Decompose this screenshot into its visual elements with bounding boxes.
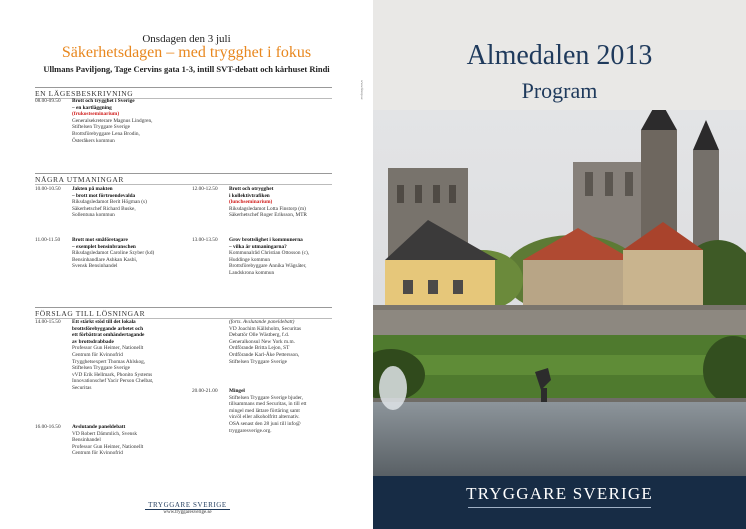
speaker: Säkerhetschef Richard Buske, <box>72 205 136 212</box>
speaker: Stiftelsen Tryggare Sverige <box>72 124 130 131</box>
session-title: Mingel <box>229 388 245 394</box>
session-title: Grov brottslighet i kommunerna <box>229 237 303 243</box>
cover-title: Almedalen 2013 <box>466 40 653 71</box>
section-utmaningar <box>35 173 332 185</box>
session-title: Brott och trygghet i Sverige <box>72 98 135 104</box>
session-title: av brottsdrabbade <box>72 338 114 345</box>
session-time: 14.00-15.50 <box>35 319 61 325</box>
speaker: Stiftelsen Tryggare Sverige <box>229 358 287 365</box>
section-title: EN LÄGESBESKRIVNING <box>35 89 134 98</box>
session-time: 16.00-16.50 <box>35 424 61 430</box>
session-continued: (forts. Avslutande paneldebatt) <box>229 319 295 325</box>
event-theme: Säkerhetsdagen – med trygghet i fokus <box>61 44 312 61</box>
speaker: Huddinge kommun <box>229 256 271 263</box>
cover-brand-name: TRYGGARE SVERIGE <box>466 484 653 503</box>
speaker: Riksdagsledamot Caroline Szyber (kd) <box>72 250 155 257</box>
footer-logo <box>145 501 230 515</box>
speaker: Trygghetsexpert Thomas Ahlskog, <box>72 358 146 365</box>
speaker: Professor Gun Heimer, Nationellt <box>72 443 144 450</box>
speaker: Österåkers kommun <box>72 137 115 144</box>
speaker: OSA senast den 28 juni till info@ <box>229 420 301 427</box>
session-time: 12.00-12.50 <box>192 186 218 192</box>
session-title: – vilka är utmaningarna? <box>229 243 287 250</box>
speaker: VD Robert Dämmlich, Svensk <box>72 430 138 437</box>
visby-town-photo <box>373 110 746 476</box>
session-title: Jakten på makten <box>72 186 113 192</box>
session-note: (lunchseminarium) <box>229 199 273 206</box>
session-time: 10.00-10.50 <box>35 186 61 192</box>
session-item <box>35 319 185 414</box>
session-item <box>35 98 185 163</box>
speaker: Centrum för Kvinnofrid <box>72 351 123 358</box>
session-item <box>192 237 342 292</box>
speaker: Brottsförebyggare Annika Wägsäter, <box>229 263 307 270</box>
speaker: Brottsförebyggare Lena Brodin, <box>72 130 140 137</box>
session-title: brottsförebyggande arbetet och <box>72 325 144 332</box>
speaker: Riksdagsledamot Lotta Finstorp (m) <box>229 205 306 212</box>
session-title: Brott och otrygghet <box>229 186 274 192</box>
event-location: Ullmans Paviljong, Tage Cervins gata 1-3, intill SVT-debatt och kårhuset Rindi <box>43 64 330 74</box>
session-time: 20.00-21.00 <box>192 388 218 394</box>
speaker: Svensk Bensinhandel <box>72 263 118 270</box>
session-item <box>35 424 185 464</box>
speaker: Generalsekreterare Magnus Lindgren, <box>72 117 153 124</box>
session-title: – brott mot förtroendevalda <box>72 192 136 199</box>
session-time: 08.00-09.50 <box>35 98 61 104</box>
session-item <box>35 186 185 231</box>
footer-url: www.tryggaresverige.se <box>163 510 212 515</box>
speaker: Ordförande Karl-Åke Pettersson, <box>229 351 300 358</box>
speaker: Riksdagsledamot Berit Högman (s) <box>72 199 147 206</box>
speaker: Stiftelsen Tryggare Sverige <box>72 365 130 372</box>
event-date: Onsdagen den 3 juli <box>142 33 231 45</box>
session-title: i kollektivtrafiken <box>229 192 270 199</box>
speaker: Debattör Olle Wästberg, f.d. <box>229 332 290 339</box>
speaker: vVD Erik Hellmark, Phonito Systems <box>72 371 153 378</box>
speaker: tryggaresverige.org. <box>229 427 272 434</box>
session-time: 11.00-11.50 <box>35 237 61 243</box>
speaker: tillsammans med Securitas, in till ett <box>229 401 307 408</box>
session-title: Brott mot småföretagare <box>72 237 128 243</box>
session-title: Ett stärkt stöd till det lokala <box>72 319 136 325</box>
speaker: Professor Gun Heimer, Nationellt <box>72 345 144 352</box>
speaker: Innovationschef Yacir Person Chelbat, <box>72 378 154 385</box>
speaker: Säkerhetschef Roger Eriksson, MTR <box>229 212 307 219</box>
speaker: Centrum för Kvinnofrid <box>72 450 123 457</box>
section-losningar <box>35 307 332 319</box>
speaker: Sollentuna kommun <box>72 212 115 219</box>
session-item <box>35 237 185 282</box>
speaker: Stiftelsen Tryggare Sverige bjuder, <box>229 394 303 401</box>
speaker: Kommunalråd Christian Ottosson (c), <box>229 250 310 257</box>
section-title: FÖRSLAG TILL LÖSNINGAR <box>35 309 146 318</box>
section-title: NÅGRA UTMANINGAR <box>35 175 124 184</box>
speaker: Ordförande Britta Lejon, ST <box>229 345 290 352</box>
print-credit: www.fmnp.se <box>360 80 364 100</box>
speaker: Bensinhandel <box>72 437 101 444</box>
speaker: Landskrona kommun <box>229 269 275 276</box>
session-title: – exemplet bensinbranschen <box>72 243 136 250</box>
speaker: Generalkonsul New York m.m. <box>229 338 295 345</box>
session-note: (frukostseminarium) <box>72 111 120 118</box>
brand-underline <box>468 507 651 508</box>
footer-brand-name: TRYGGARE SVERIGE <box>145 501 230 510</box>
speaker: vin/öl eller alkoholfritt alternativ. <box>229 414 300 421</box>
speaker: VD Joachim Källsholm, Securitas <box>229 325 302 332</box>
session-item <box>192 319 342 379</box>
cover-subtitle: Program <box>521 78 598 103</box>
session-title: – en kartläggning <box>72 104 112 111</box>
session-title: Avslutande paneldebatt <box>72 424 126 430</box>
session-title: ett förbättrat omhändertagande <box>72 332 145 339</box>
session-time: 13.00-13.50 <box>192 237 218 243</box>
session-item <box>192 186 342 231</box>
speaker: Bensinhandlare Ashkan Kasbi, <box>72 256 138 263</box>
speaker: Securitas <box>72 384 92 391</box>
speaker: mingel med lättare förtäring samt <box>229 407 300 414</box>
cover-page <box>373 0 746 529</box>
session-item <box>192 388 342 443</box>
